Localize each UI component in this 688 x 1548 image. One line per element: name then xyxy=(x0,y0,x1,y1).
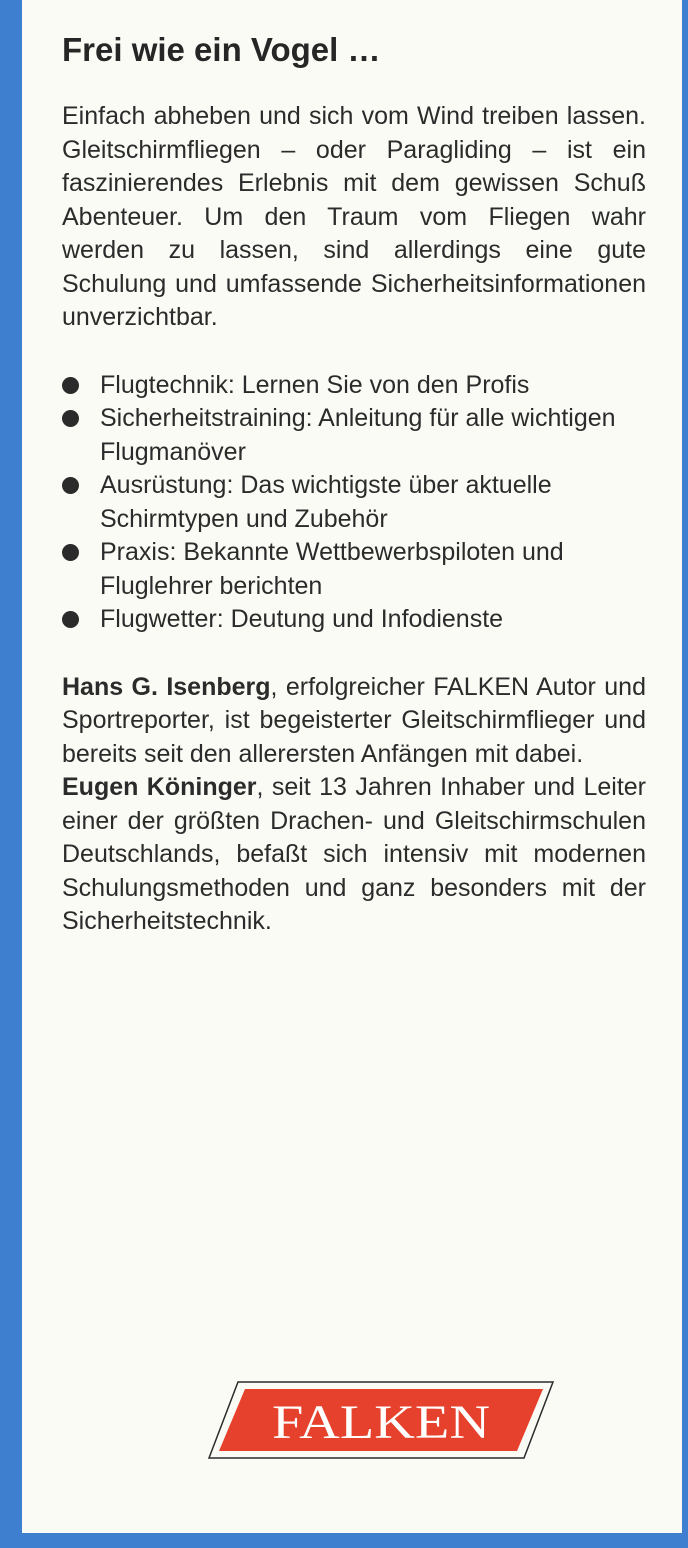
falken-logo xyxy=(207,1378,555,1462)
page-title: Frei wie ein Vogel … xyxy=(62,31,381,68)
author-bio-isenberg xyxy=(62,671,646,772)
author-description: , erfolgreicher FALKEN Autor und Sportreporter, ist begeisterter Gleitschirmflieger und bereits seit den allerersten Anfängen mit dabei. xyxy=(62,672,646,768)
bullet-icon xyxy=(62,377,79,394)
list-item-text: Praxis: Bekannte Wettbewerbspiloten und Fluglehrer berichten xyxy=(100,538,564,600)
bullet-icon xyxy=(62,410,79,427)
list-item xyxy=(62,369,646,403)
author-description: , seit 13 Jahren Inhaber und Leiter einer der größten Drachen- und Gleitschirmschulen Deutschlands, befaßt sich intensiv mit modernen Schulungsmethoden und ganz besonders mit der Sicherheitstechnik. xyxy=(62,773,647,935)
author-bio-koeninger xyxy=(62,771,646,939)
logo-text: FALKEN xyxy=(272,1396,490,1449)
author-name: Hans G. Isenberg xyxy=(62,672,271,701)
bullet-icon xyxy=(62,544,79,561)
list-item-text: Sicherheitstraining: Anleitung für alle wichtigen Flugmanöver xyxy=(100,404,616,466)
feature-list xyxy=(62,369,646,637)
intro-paragraph: Einfach abheben und sich vom Wind treiben lassen. Gleitschirmfliegen – oder Paragliding – ist ein faszinierendes Erlebnis mit dem gewissen Schuß Abenteuer. Um den Traum vom Fliegen wahr werden zu lassen, sind allerdings eine gute Schulung und umfassende Sicherheitsinformationen unverzichtbar. xyxy=(62,102,646,331)
list-item xyxy=(62,536,646,603)
bullet-icon xyxy=(62,611,79,628)
list-item-text: Ausrüstung: Das wichtigste über aktuelle Schirmtypen und Zubehör xyxy=(100,471,552,533)
list-item xyxy=(62,603,646,637)
list-item xyxy=(62,469,646,536)
bullet-icon xyxy=(62,477,79,494)
book-back-cover xyxy=(22,0,682,1533)
cover-text xyxy=(62,30,646,939)
list-item xyxy=(62,402,646,469)
author-name: Eugen Köninger xyxy=(62,773,257,801)
list-item-text: Flugtechnik: Lernen Sie von den Profis xyxy=(100,370,530,399)
list-item-text: Flugwetter: Deutung und Infodienste xyxy=(100,605,504,633)
